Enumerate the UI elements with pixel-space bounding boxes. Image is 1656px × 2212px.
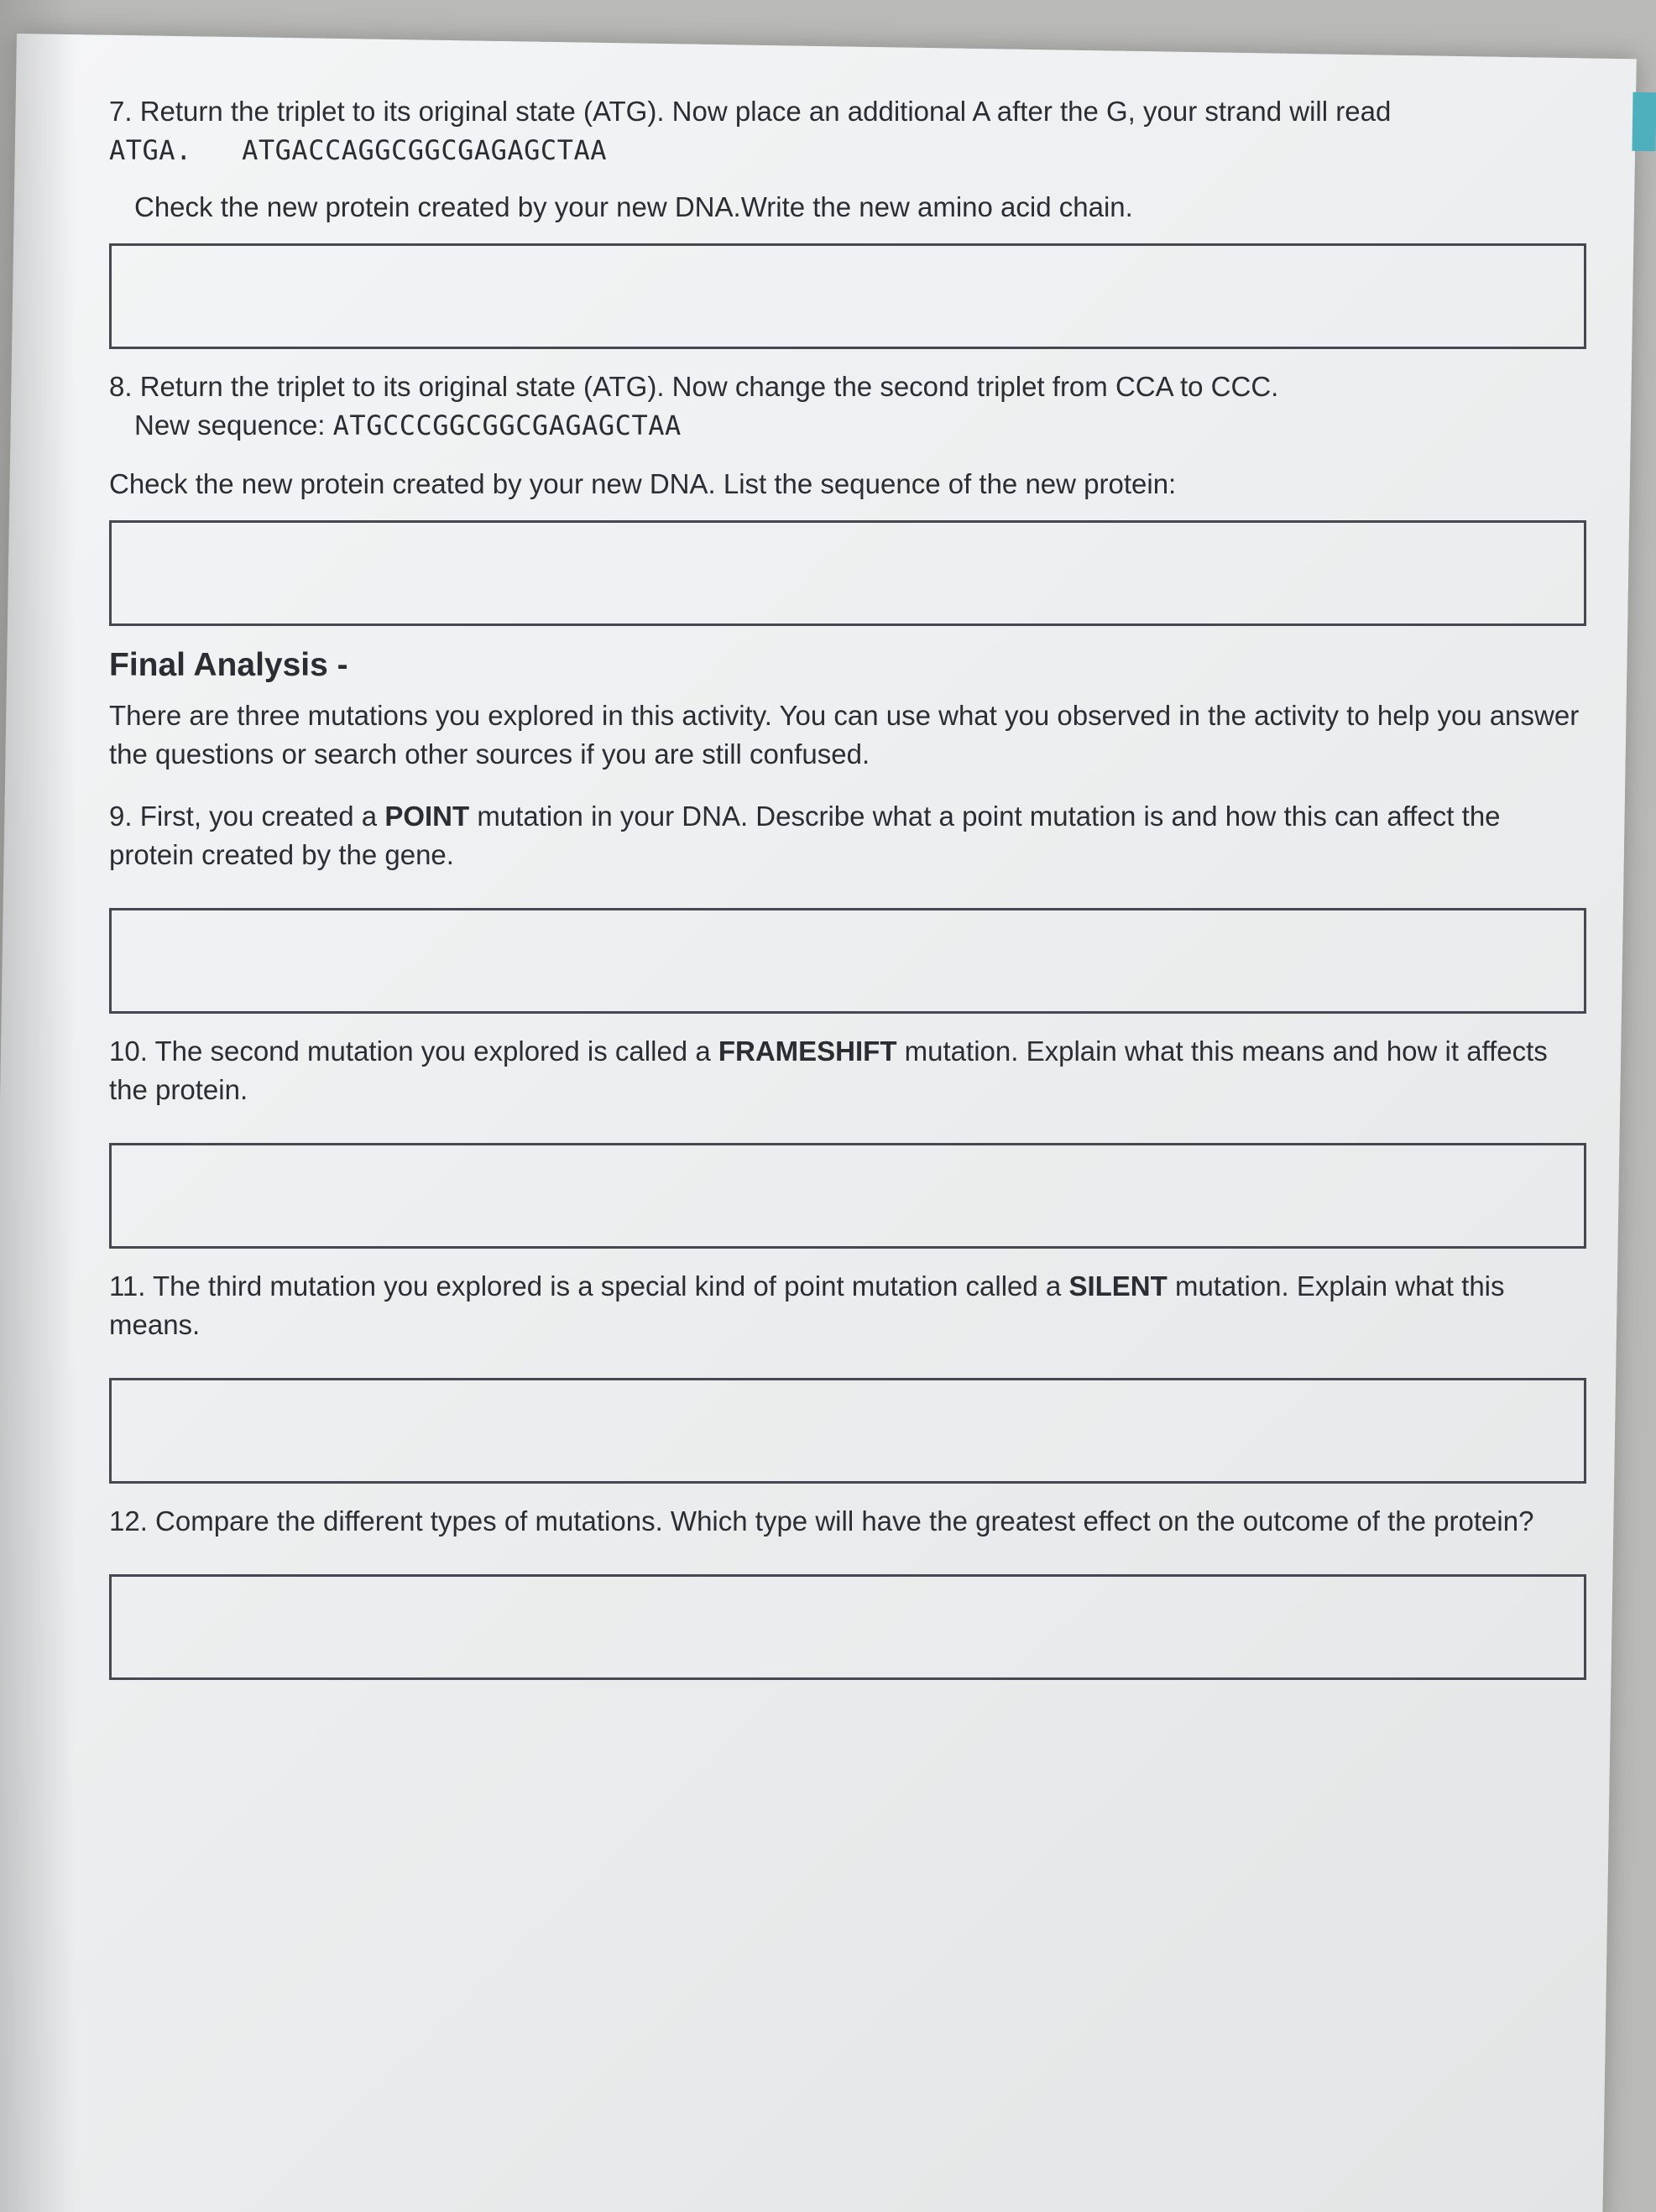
question-8-sequence: ATGCCCGGCGGCGAGAGCTAA (332, 410, 682, 441)
answer-box-11[interactable] (109, 1378, 1586, 1484)
worksheet-content (109, 92, 1586, 1698)
question-11-rest: mutation. Explain what this means. (109, 1270, 1505, 1340)
question-10-rest: mutation. Explain what this means and how it affects the protein. (109, 1036, 1548, 1105)
question-8-sequence-line (109, 406, 1586, 445)
question-8-seq-label: New sequence: (134, 410, 326, 441)
question-9-lead: 9. First, you created a (109, 801, 385, 832)
question-8-number: 8. (109, 371, 133, 402)
question-9 (109, 797, 1586, 874)
question-8-prompt: Check the new protein created by your new DNA. List the sequence of the new protein: (109, 468, 1177, 499)
question-7-sequence: ATGACCAGGCGGCGAGAGCTAA (242, 134, 607, 166)
question-10 (109, 1032, 1586, 1109)
question-7 (109, 92, 1586, 131)
question-10-lead: 10. The second mutation you explored is called a (109, 1036, 718, 1067)
question-11-lead: 11. The third mutation you explored is a special kind of point mutation called a (109, 1270, 1069, 1302)
question-8 (109, 368, 1586, 406)
question-7-prompt: Check the new protein created by your new DNA.Write the new amino acid chain. (134, 191, 1133, 222)
question-8-text: Return the triplet to its original state (ATG). Now change the second triplet from CCA to CCC. (139, 371, 1279, 402)
question-12: 12. Compare the different types of mutations. Which type will have the greatest effect on the outcome of the protein? (109, 1505, 1534, 1536)
question-7-seq-prefix: ATGA. (109, 134, 192, 166)
question-7-number: 7. (109, 96, 133, 127)
question-9-keyword: POINT (384, 801, 470, 832)
answer-box-9[interactable] (109, 908, 1586, 1014)
answer-box-10[interactable] (109, 1143, 1586, 1249)
final-analysis-intro: There are three mutations you explored in this activity. You can use what you observed in the activity to help you answer the questions or search other sources if you are still confused. (109, 700, 1580, 770)
answer-box-12[interactable] (109, 1574, 1586, 1680)
question-7-sequence-line (109, 131, 1586, 170)
question-11-keyword: SILENT (1068, 1270, 1168, 1302)
final-analysis-heading: Final Analysis - (109, 647, 348, 683)
teal-tab-edge (1632, 92, 1656, 151)
question-9-rest: mutation in your DNA. Describe what a point mutation is and how this can affect the protein created by the gene. (109, 801, 1501, 870)
answer-box-7[interactable] (109, 243, 1586, 349)
question-11 (109, 1267, 1586, 1344)
answer-box-8[interactable] (109, 520, 1586, 626)
question-7-text: Return the triplet to its original state (ATG). Now place an additional A after the G, your strand will read (139, 96, 1392, 127)
question-10-keyword: FRAMESHIFT (718, 1036, 897, 1067)
